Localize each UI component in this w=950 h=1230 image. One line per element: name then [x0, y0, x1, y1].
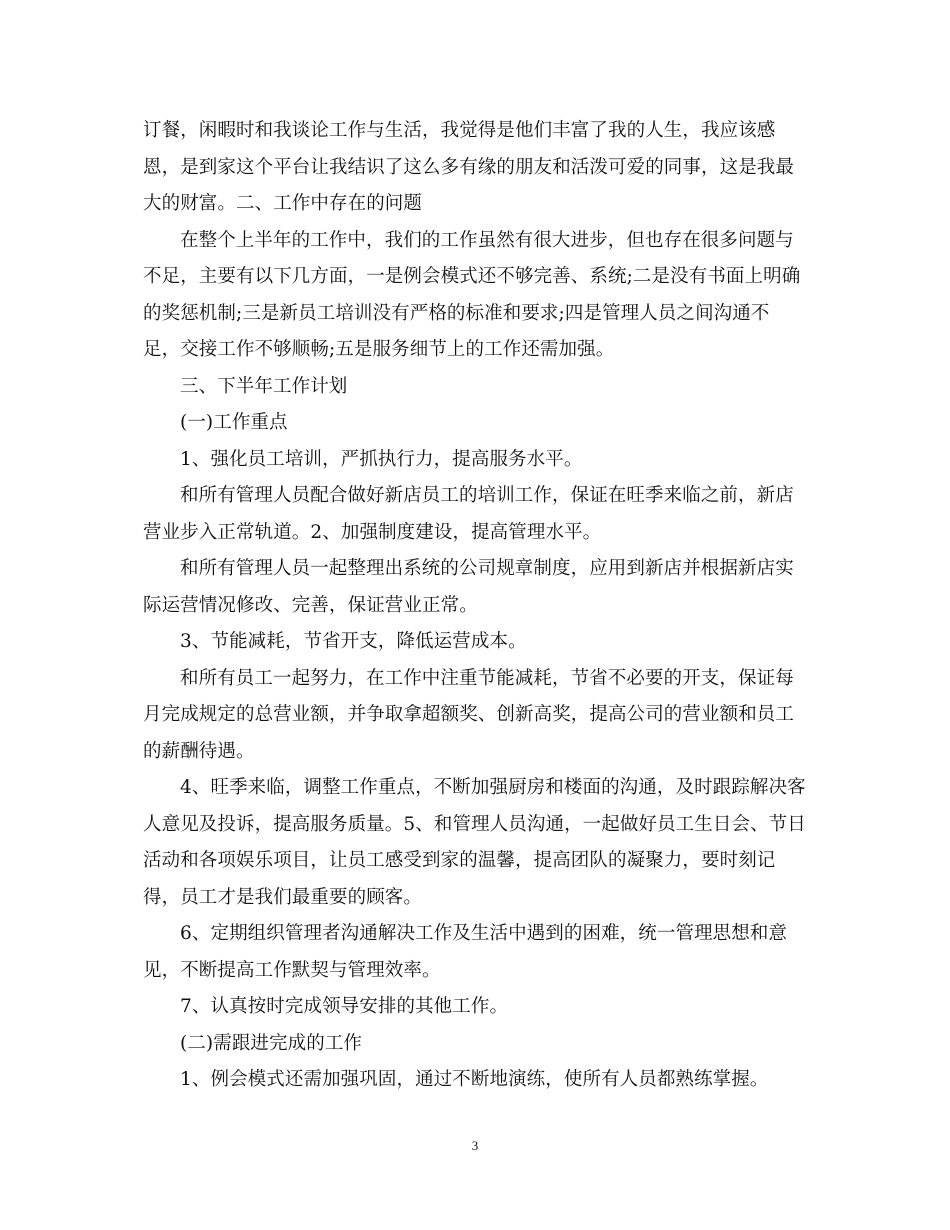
text-line: 大的财富。二、工作中存在的问题 [143, 193, 423, 214]
list-item: 7、认真按时完成领导安排的其他工作。 [180, 996, 509, 1017]
text-line: 和所有管理人员配合做好新店员工的培训工作，保证在旺季来临之前，新店 [180, 485, 794, 506]
text-line: 见，不断提高工作默契与管理效率。 [143, 959, 441, 981]
page-number: 3 [471, 1138, 479, 1153]
text-line: 的奖惩机制;三是新员工培训没有严格的标准和要求;四是管理人员之间沟通不 [143, 302, 770, 324]
text-line: 和所有员工一起努力，在工作中注重节能减耗，节省不必要的开支，保证每 [180, 667, 794, 689]
list-item: 1、例会模式还需加强巩固，通过不断地演练，使所有人员都熟练掌握。 [180, 1069, 769, 1090]
text-line: 在整个上半年的工作中，我们的工作虽然有很大进步，但也存在很多问题与 [180, 229, 794, 251]
text-line: 人意见及投诉，提高服务质量。5、和管理人员沟通，一起做好员工生日会、节日 [143, 813, 806, 835]
list-item: 4、旺季来临，调整工作重点，不断加强厨房和楼面的沟通，及时跟踪解决客 [180, 777, 806, 798]
text-line: 不足，主要有以下几方面，一是例会模式还不够完善、系统;二是没有书面上明确 [143, 266, 801, 287]
document-body [143, 113, 823, 1099]
list-item: 3、节能减耗，节省开支，降低运营成本。 [180, 631, 527, 652]
text-line: 活动和各项娱乐项目，让员工感受到家的温馨，提高团队的凝聚力，要时刻记 [143, 850, 776, 871]
subsection-heading: (二)需跟进完成的工作 [180, 1032, 363, 1054]
text-line: 得，员工才是我们最重要的顾客。 [143, 886, 423, 908]
text-line: 恩，是到家这个平台让我结识了这么多有缘的朋友和活泼可爱的同事，这是我最 [143, 156, 795, 178]
text-line: 的薪酬待遇。 [143, 740, 255, 762]
text-line: 订餐，闲暇时和我谈论工作与生活，我觉得是他们丰富了我的人生，我应该感 [143, 120, 776, 141]
text-line: 足，交接工作不够顺畅;五是服务细节上的工作还需加强。 [143, 339, 615, 360]
section-heading: 三、下半年工作计划 [180, 375, 348, 397]
list-item: 6、定期组织管理者沟通解决工作及生活中遇到的困难，统一管理思想和意 [180, 923, 788, 944]
list-item: 1、强化员工培训，严抓执行力，提高服务水平。 [180, 448, 583, 470]
text-line: 和所有管理人员一起整理出系统的公司规章制度，应用到新店并根据新店实 [180, 558, 794, 579]
text-line: 际运营情况修改、完善，保证营业正常。 [143, 594, 478, 616]
subsection-heading: (一)工作重点 [180, 412, 288, 433]
text-line: 月完成规定的总营业额，并争取拿超额奖、创新高奖，提高公司的营业额和员工 [143, 704, 795, 725]
text-line: 营业步入正常轨道。2、加强制度建设，提高管理水平。 [143, 521, 602, 543]
